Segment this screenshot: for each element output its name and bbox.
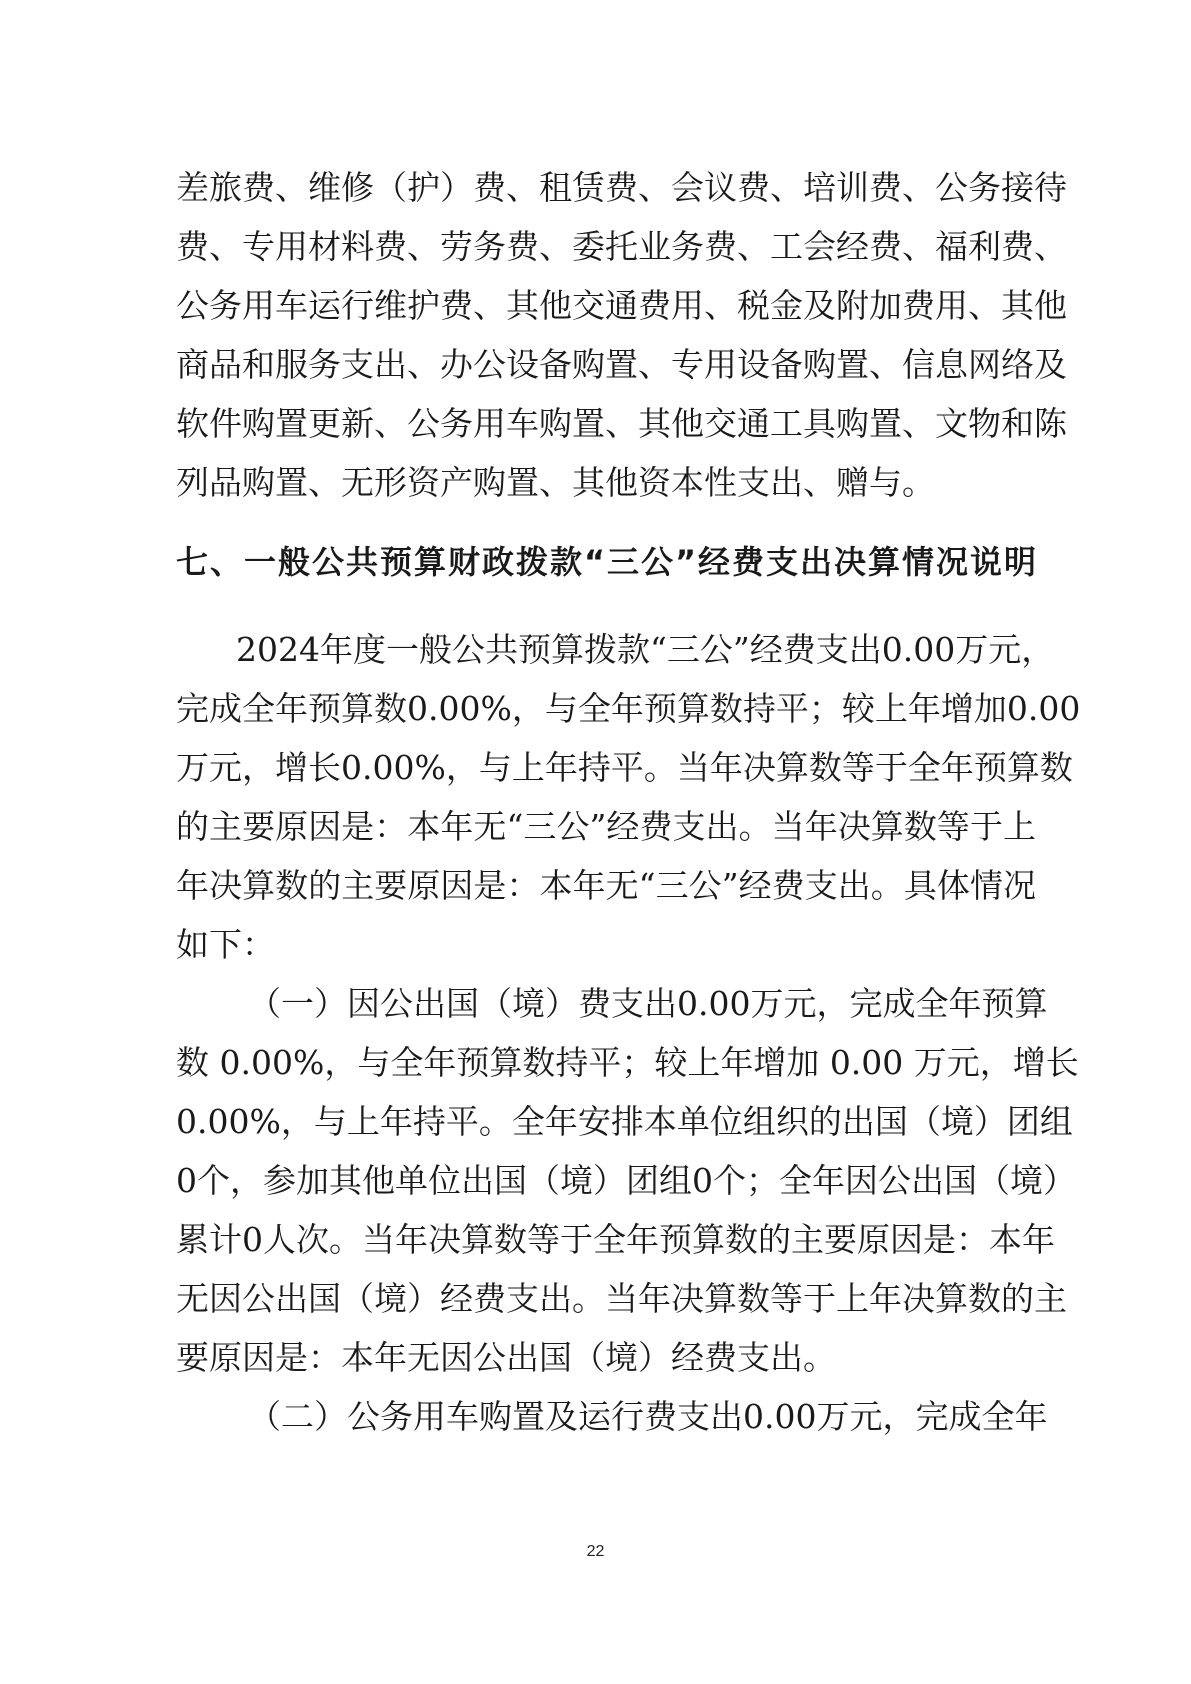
paragraph-line: 年决算数的主要原因是：本年无“三公”经费支出。具体情况 bbox=[176, 866, 1036, 905]
paragraph-line: 费、专用材料费、劳务费、委托业务费、工会经费、福利费、 bbox=[176, 227, 1067, 266]
paragraph-line: 软件购置更新、公务用车购置、其他交通工具购置、文物和陈 bbox=[176, 404, 1067, 443]
paragraph-line: 数 0.00%，与全年预算数持平；较上年增加 0.00 万元，增长 bbox=[176, 1043, 1079, 1082]
paragraph-line: 完成全年预算数0.00%，与全年预算数持平；较上年增加0.00 bbox=[176, 689, 1081, 728]
paragraph-line: 商品和服务支出、办公设备购置、专用设备购置、信息网络及 bbox=[176, 345, 1067, 384]
paragraph-line: （一）因公出国（境）费支出0.00万元，完成全年预算 bbox=[248, 984, 1048, 1023]
paragraph-line: 0.00%，与上年持平。全年安排本单位组织的出国（境）团组 bbox=[176, 1102, 1073, 1141]
paragraph-line: 无因公出国（境）经费支出。当年决算数等于上年决算数的主 bbox=[176, 1279, 1067, 1318]
paragraph-line: 公务用车运行维护费、其他交通费用、税金及附加费用、其他 bbox=[176, 286, 1067, 325]
paragraph-line: 2024年度一般公共预算拨款“三公”经费支出0.00万元， bbox=[236, 630, 1055, 669]
paragraph-line: 0个，参加其他单位出国（境）团组0个；全年因公出国（境） bbox=[176, 1161, 1076, 1200]
paragraph-line: 累计0人次。当年决算数等于全年预算数的主要原因是：本年 bbox=[176, 1220, 1055, 1259]
section-heading: 七、一般公共预算财政拨款“三公”经费支出决算情况说明 bbox=[176, 543, 1036, 581]
paragraph-line: 的主要原因是：本年无“三公”经费支出。当年决算数等于上 bbox=[176, 807, 1036, 846]
paragraph-line: 差旅费、维修（护）费、租赁费、会议费、培训费、公务接待 bbox=[176, 168, 1067, 207]
paragraph-line: 要原因是：本年无因公出国（境）经费支出。 bbox=[176, 1338, 836, 1377]
paragraph-line: 万元，增长0.00%，与上年持平。当年决算数等于全年预算数 bbox=[176, 748, 1073, 787]
paragraph-line: 如下： bbox=[176, 925, 275, 964]
paragraph-line: （二）公务用车购置及运行费支出0.00万元，完成全年 bbox=[248, 1397, 1048, 1436]
page-number: 22 bbox=[586, 1543, 605, 1560]
paragraph-line: 列品购置、无形资产购置、其他资本性支出、赠与。 bbox=[176, 463, 935, 502]
